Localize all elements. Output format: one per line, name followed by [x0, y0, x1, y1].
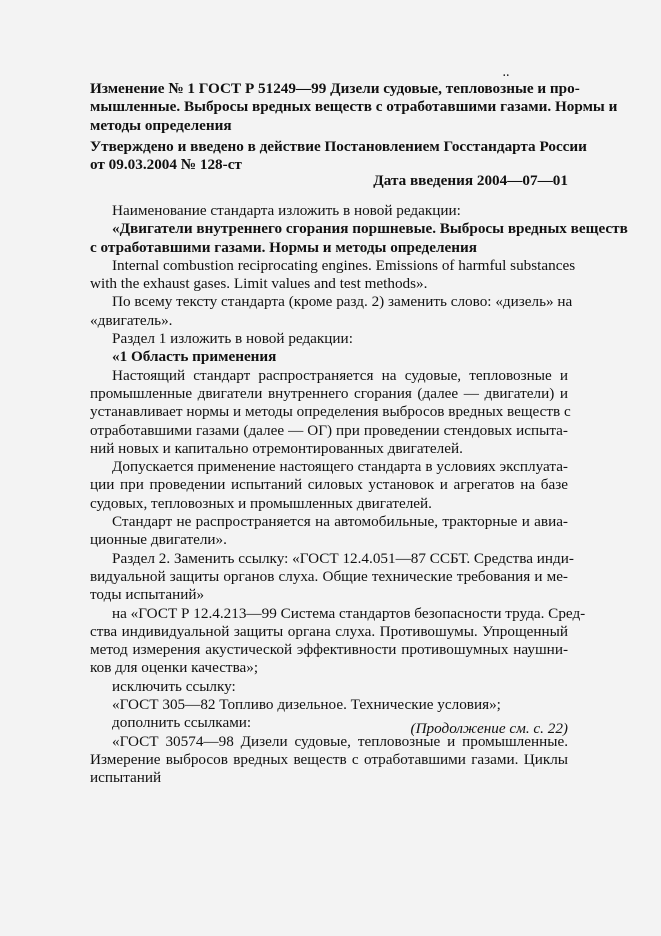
- body-line: промышленные двигатели внутреннего сгорания (далее — двигатели) и: [90, 384, 568, 402]
- body-line: Стандарт не распространяется на автомобильные, тракторные и авиа-: [112, 513, 568, 531]
- body-line: судовых, тепловозных и промышленных двигателей.: [90, 494, 432, 512]
- body-line: По всему тексту стандарта (кроме разд. 2) заменить слово: «дизель» на: [112, 293, 573, 311]
- body-line: Измерение выбросов вредных веществ с отработавшими газами. Циклы: [90, 750, 568, 768]
- body-line: with the exhaust gases. Limit values and test methods».: [90, 275, 428, 293]
- title-line: мышленные. Выбросы вредных веществ с отработавшими газами. Нормы и: [90, 98, 618, 116]
- continuation-note: [90, 720, 568, 738]
- body-text: [90, 202, 628, 788]
- continuation-text: (Продолжение см. с. 22): [410, 720, 568, 737]
- body-line: «1 Область применения: [112, 348, 277, 366]
- body-line: ков для оценки качества»;: [90, 659, 259, 677]
- body-line: Раздел 1 изложить в новой редакции:: [112, 330, 353, 348]
- body-line: на «ГОСТ Р 12.4.213—99 Система стандартов безопасности труда. Сред-: [112, 604, 586, 622]
- body-line: ционные двигатели».: [90, 531, 227, 549]
- approval-statement: [90, 138, 587, 175]
- body-line: видуальной защиты органов слуха. Общие технические требования и ме-: [90, 567, 568, 585]
- body-line: Настоящий стандарт распространяется на судовые, тепловозные и: [112, 366, 568, 384]
- approval-line: Утверждено и введено в действие Постановлением Госстандарта России: [90, 138, 587, 155]
- body-line: испытаний: [90, 769, 162, 787]
- body-line: отработавшими газами (далее — ОГ) при проведении стендовых испыта-: [90, 421, 568, 439]
- body-line: метод измерения акустической эффективности противошумных наушни-: [90, 641, 568, 659]
- body-line: «Двигатели внутреннего сгорания поршневые. Выбросы вредных веществ: [112, 220, 628, 238]
- title-line: Изменение № 1 ГОСТ Р 51249—99 Дизели судовые, тепловозные и про-: [90, 80, 580, 97]
- page-mark: ..: [503, 68, 510, 79]
- body-line: «двигатель».: [90, 311, 173, 329]
- body-line: «ГОСТ 30574—98 Дизели судовые, тепловозные и промышленные.: [112, 732, 568, 750]
- body-line: Internal combustion reciprocating engines. Emissions of harmful substances: [112, 256, 576, 274]
- body-line: с отработавшими газами. Нормы и методы определения: [90, 238, 477, 256]
- body-line: «ГОСТ 305—82 Топливо дизельное. Технические условия»;: [112, 696, 501, 714]
- amendment-title: [90, 80, 618, 135]
- body-line: Наименование стандарта изложить в новой редакции:: [112, 202, 461, 219]
- body-line: Раздел 2. Заменить ссылку: «ГОСТ 12.4.051—87 ССБТ. Средства инди-: [112, 549, 574, 567]
- approval-line: от 09.03.2004 № 128-ст: [90, 156, 242, 174]
- body-line: тоды испытаний»: [90, 586, 205, 604]
- body-line: ции при проведении испытаний силовых установок и агрегатов на базе: [90, 476, 568, 494]
- effective-date-text: Дата введения 2004—07—01: [373, 172, 568, 189]
- effective-date: [90, 172, 568, 190]
- body-line: ний новых и капитально отремонтированных двигателей.: [90, 439, 463, 457]
- title-line: методы определения: [90, 116, 232, 134]
- body-line: исключить ссылку:: [112, 677, 236, 695]
- body-line: устанавливает нормы и методы определения выбросов вредных веществ с: [90, 403, 571, 421]
- body-line: ства индивидуальной защиты органа слуха. Противошумы. Упрощенный: [90, 622, 568, 640]
- body-line: Допускается применение настоящего стандарта в условиях эксплуата-: [112, 458, 568, 476]
- body-line: дополнить ссылками:: [112, 714, 252, 732]
